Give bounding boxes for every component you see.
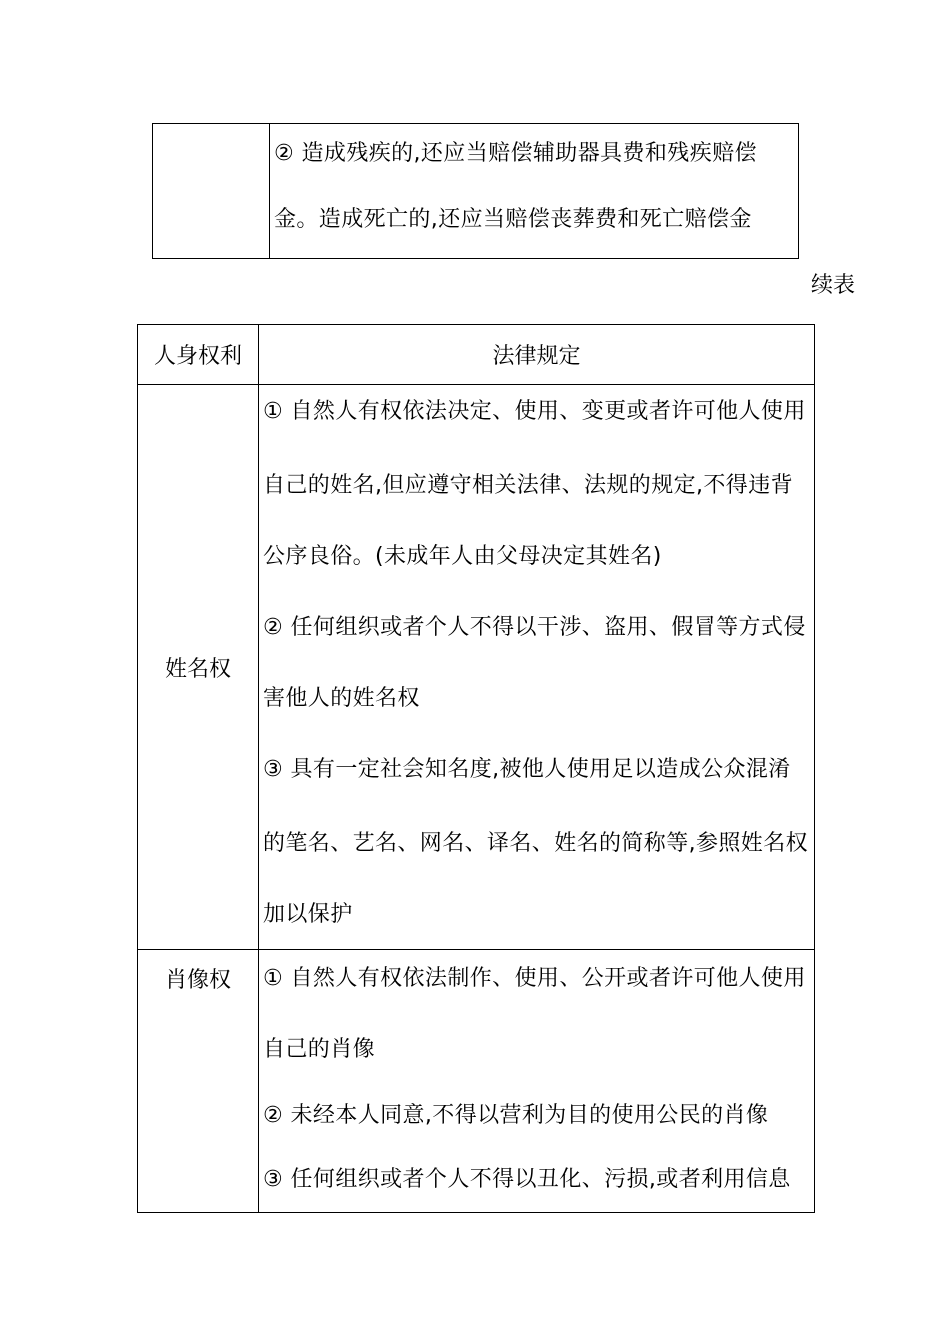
table-row (138, 950, 815, 1213)
personal-rights-table (137, 324, 815, 1213)
table-row (138, 385, 815, 950)
empty-cell (153, 124, 270, 259)
provision-line: 自己的姓名,但应遵守相关法律、法规的规定,不得违背 (263, 473, 793, 498)
provision-line: 自己的肖像 (263, 1037, 376, 1062)
previous-table-fragment (152, 123, 799, 259)
provision-line: ② 任何组织或者个人不得以干涉、盗用、假冒等方式侵 (263, 615, 806, 640)
provision-line: 金。造成死亡的,还应当赔偿丧葬费和死亡赔偿金 (274, 207, 752, 232)
provision-line: ① 自然人有权依法决定、使用、变更或者许可他人使用 (263, 399, 806, 424)
provision-line: 的笔名、艺名、网名、译名、姓名的简称等,参照姓名权 (263, 831, 808, 856)
right-name-cell: 肖像权 (138, 950, 259, 1213)
provision-line: ② 造成残疾的,还应当赔偿辅助器具费和残疾赔偿 (274, 141, 757, 166)
provision-text (259, 375, 814, 949)
table-row (153, 124, 799, 259)
provision-line: 公序良俗。(未成年人由父母决定其姓名) (263, 544, 662, 569)
provision-text (259, 942, 814, 1212)
provision-line: ① 自然人有权依法制作、使用、公开或者许可他人使用 (263, 966, 806, 991)
provision-line: 害他人的姓名权 (263, 686, 420, 711)
header-legal-provisions: 法律规定 (259, 325, 815, 385)
right-name-cell: 姓名权 (138, 385, 259, 950)
provision-line: 加以保护 (263, 902, 353, 927)
provision-line: ② 未经本人同意,不得以营利为目的使用公民的肖像 (263, 1103, 769, 1128)
provision-cell (270, 124, 799, 259)
provision-cell (259, 950, 815, 1213)
provision-cell (259, 385, 815, 950)
provision-line: ③ 具有一定社会知名度,被他人使用足以造成公众混淆 (263, 757, 791, 782)
provision-line: ③ 任何组织或者个人不得以丑化、污损,或者利用信息 (263, 1167, 791, 1192)
header-personal-rights: 人身权利 (138, 325, 259, 385)
continued-table-label: 续表 (811, 273, 856, 298)
